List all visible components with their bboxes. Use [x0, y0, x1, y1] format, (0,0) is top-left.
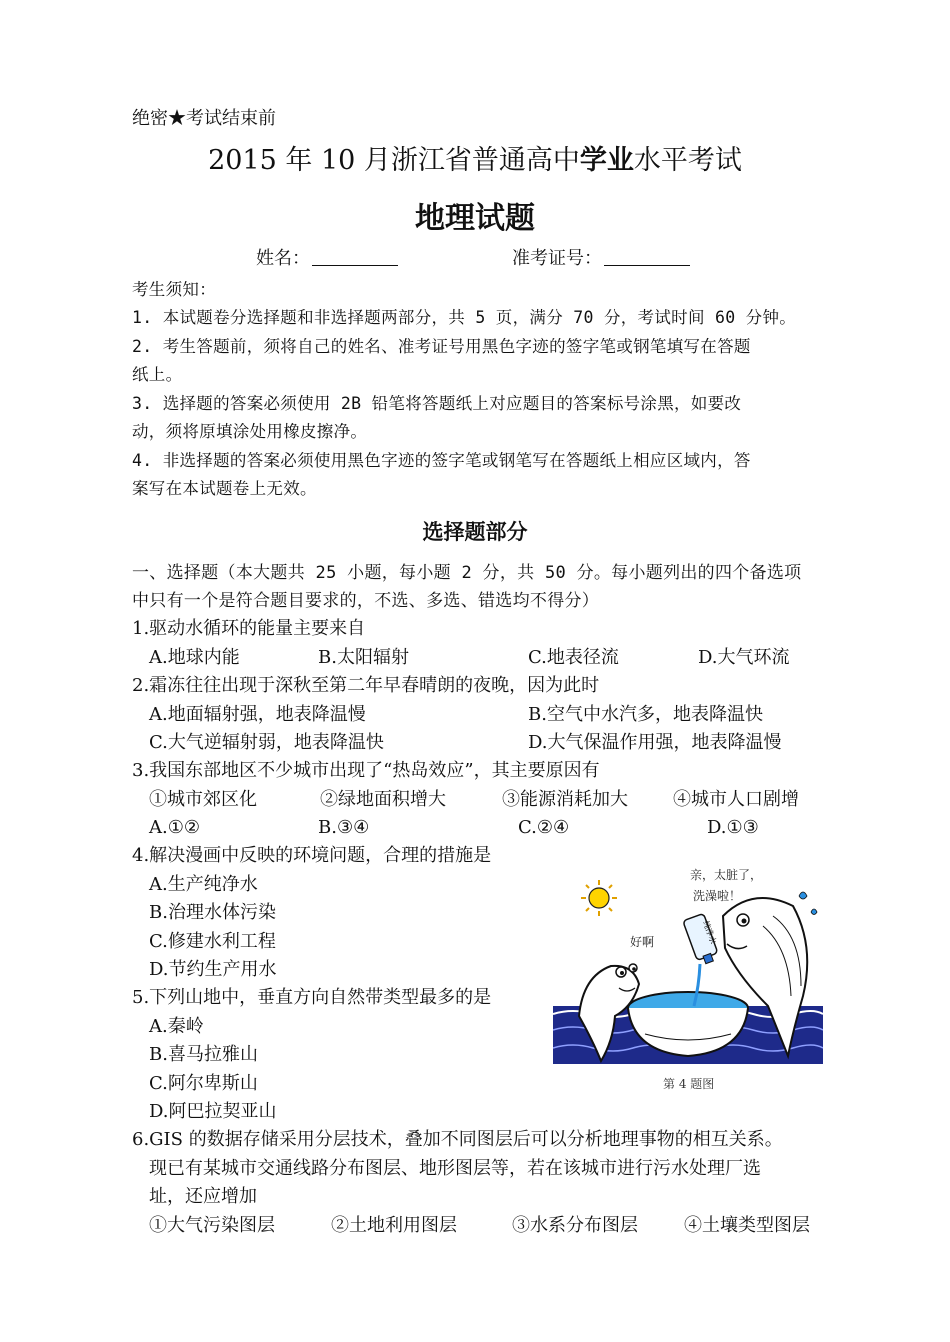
- question-stem: 6.GIS 的数据存储采用分层技术，叠加不同图层后可以分析地理事物的相互关系。: [132, 1129, 783, 1150]
- question-stem: 3.我国东部地区不少城市出现了“热岛效应”，其主要原因有: [132, 760, 600, 781]
- sun-icon: [581, 880, 617, 916]
- sweat-drop-icon: [811, 909, 817, 915]
- notice-line: 1. 本试题卷分选择题和非选择题两部分，共 5 页，满分 70 分，考试时间 60 分钟。: [132, 308, 797, 327]
- statement-4: ④城市人口剧增: [673, 789, 799, 810]
- exam-title: 2015 年 10 月浙江省普通高中学业水平考试: [208, 145, 742, 176]
- question-stem: 址，还应增加: [149, 1186, 257, 1207]
- statement-3: ③能源消耗加大: [502, 789, 628, 810]
- question-stem: 5.下列山地中，垂直方向自然带类型最多的是: [132, 987, 492, 1008]
- subject-title: 地理试题: [415, 201, 535, 236]
- question-stem: 2.霜冻往往出现于深秋至第二年早春晴朗的夜晚，因为此时: [132, 675, 600, 696]
- speech-bubble-text: 亲，太脏了，: [690, 868, 763, 882]
- notice-line: 3. 选择题的答案必须使用 2B 铅笔将答题纸上对应题目的答案标号涂黑，如要改: [132, 394, 742, 413]
- notice-line: 动，须将原填涂处用橡皮擦净。: [132, 422, 368, 441]
- sweat-drop-icon: [799, 892, 807, 899]
- option-a: A.地面辐射强，地表降温慢: [149, 704, 366, 725]
- notice-line: 4. 非选择题的答案必须使用黑色字迹的签字笔或钢笔写在答题纸上相应区域内，答: [132, 451, 751, 470]
- statement-3: ③水系分布图层: [512, 1215, 638, 1236]
- option-d: D.阿巴拉契亚山: [149, 1101, 277, 1122]
- question-stem: 现已有某城市交通线路分布图层、地形图层等，若在该城市进行污水处理厂选: [149, 1158, 761, 1179]
- section-intro: 一、选择题（本大题共 25 小题，每小题 2 分，共 50 分。每小题列出的四个备选项: [132, 563, 802, 583]
- option-d: D.大气保温作用强，地表降温慢: [528, 732, 782, 753]
- question-stem: 4.解决漫画中反映的环境问题，合理的措施是: [132, 845, 492, 866]
- option-d: D.大气环流: [698, 647, 790, 668]
- option-c: C.大气逆辐射弱，地表降温快: [149, 732, 384, 753]
- speech-bubble-text: 洗澡啦！: [693, 889, 742, 903]
- figure-caption: 第 4 题图: [663, 1077, 715, 1091]
- question-stem: 1.驱动水循环的能量主要来自: [132, 618, 366, 639]
- statement-1: ①城市郊区化: [149, 789, 257, 810]
- option-b: B.太阳辐射: [318, 647, 409, 668]
- option-d: D.①③: [707, 817, 759, 838]
- speech-bubble-text: 好啊: [630, 935, 655, 949]
- option-b: B.空气中水汽多，地表降温快: [528, 704, 763, 725]
- name-field: 姓名：: [256, 246, 398, 272]
- option-c: C.阿尔卑斯山: [149, 1073, 258, 1094]
- statement-4: ④土壤类型图层: [684, 1215, 810, 1236]
- option-b: B.喜马拉雅山: [149, 1044, 258, 1065]
- exam-id-field: 准考证号：: [512, 246, 690, 272]
- option-a: A.生产纯净水: [149, 874, 258, 895]
- exam-id-blank: [604, 247, 690, 266]
- notice-line: 2. 考生答题前，须将自己的姓名、准考证号用黑色字迹的签字笔或钢笔填写在答题: [132, 337, 751, 356]
- option-c: C.②④: [518, 817, 570, 838]
- bottle-label: 纯净水: [701, 919, 718, 946]
- option-b: B.③④: [318, 817, 370, 838]
- statement-2: ②土地利用图层: [331, 1215, 457, 1236]
- name-blank: [312, 247, 398, 266]
- option-a: A.①②: [149, 817, 200, 838]
- cartoon-figure: [553, 856, 823, 1096]
- option-c: C.修建水利工程: [149, 931, 276, 952]
- option-d: D.节约生产用水: [149, 959, 277, 980]
- statement-1: ①大气污染图层: [149, 1215, 275, 1236]
- notice-line: 纸上。: [132, 365, 183, 384]
- section-intro: 中只有一个是符合题目要求的，不选、多选、错选均不得分）: [132, 591, 600, 611]
- notice-line: 案写在本试题卷上无效。: [132, 479, 317, 498]
- notice-heading: 考生须知：: [132, 280, 216, 299]
- secret-label: 绝密★考试结束前: [132, 108, 276, 129]
- statement-2: ②绿地面积增大: [320, 789, 446, 810]
- option-a: A.地球内能: [149, 647, 240, 668]
- option-c: C.地表径流: [528, 647, 619, 668]
- option-b: B.治理水体污染: [149, 902, 276, 923]
- option-a: A.秦岭: [149, 1016, 204, 1037]
- section-title: 选择题部分: [422, 520, 528, 544]
